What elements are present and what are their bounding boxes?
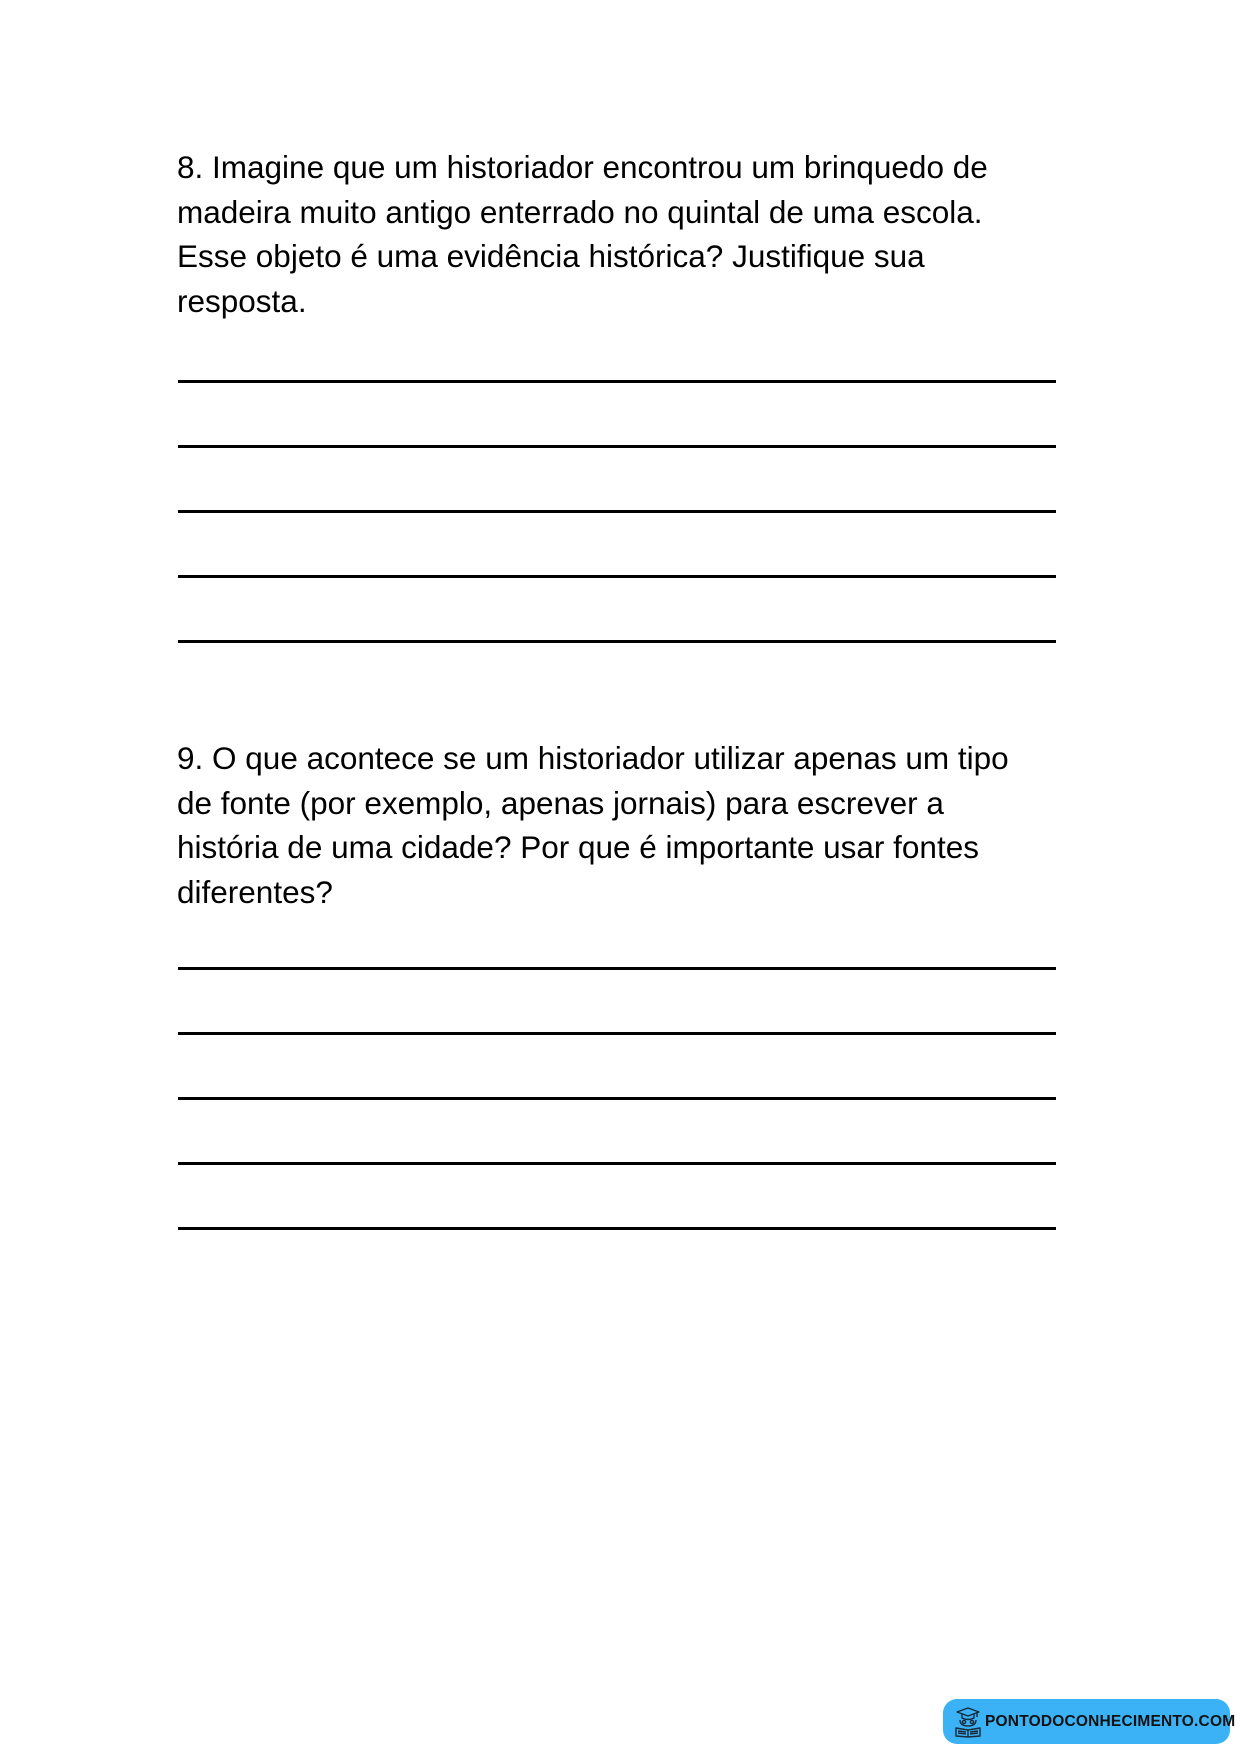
question-8: [177, 145, 1077, 323]
question-8-answer-line-3[interactable]: [178, 510, 1056, 513]
question-9-answer-line-5[interactable]: [178, 1227, 1056, 1230]
question-9-answer-line-3[interactable]: [178, 1097, 1056, 1100]
graduate-reading-book-icon: [953, 1706, 983, 1738]
question-9: [177, 736, 1077, 914]
question-9-line-2: de fonte (por exemplo, apenas jornais) para escrever a: [177, 784, 944, 821]
question-8-line-3: Esse objeto é uma evidência histórica? Justifique sua: [177, 238, 925, 274]
question-8-answer-line-4[interactable]: [178, 575, 1056, 578]
site-badge-link[interactable]: [943, 1699, 1236, 1744]
question-9-line-3: história de uma cidade? Por que é importante usar fontes: [177, 829, 979, 865]
question-9-answer-line-4[interactable]: [178, 1162, 1056, 1165]
question-8-answer-line-1[interactable]: [178, 380, 1056, 383]
question-9-answer-line-2[interactable]: [178, 1032, 1056, 1035]
question-8-line-2: madeira muito antigo enterrado no quintal de uma escola.: [177, 193, 983, 230]
question-8-line-4: resposta.: [177, 282, 307, 319]
question-8-answer-line-5[interactable]: [178, 640, 1056, 643]
question-9-line-4: diferentes?: [177, 873, 333, 910]
question-9-line-1: 9. O que acontece se um historiador utilizar apenas um tipo: [177, 740, 1009, 776]
question-8-answer-line-2[interactable]: [178, 445, 1056, 448]
badge-text: PONTODOCONHECIMENTO.COM: [985, 1712, 1236, 1730]
question-9-answer-line-1[interactable]: [178, 967, 1056, 970]
question-8-line-1: 8. Imagine que um historiador encontrou um brinquedo de: [177, 149, 988, 185]
